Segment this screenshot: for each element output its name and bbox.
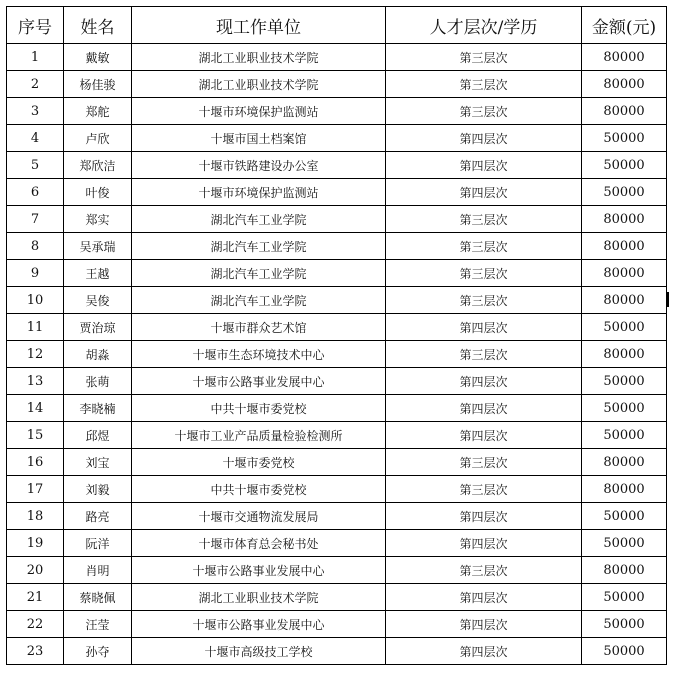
cell-workplace: 湖北工业职业技术学院 (132, 44, 386, 71)
table-row (7, 503, 667, 530)
cell-name: 肖明 (64, 557, 132, 584)
table-row (7, 44, 667, 71)
table-row (7, 341, 667, 368)
cell-name: 吴承瑞 (64, 233, 132, 260)
cell-level: 第四层次 (386, 314, 582, 341)
cell-level: 第三层次 (386, 233, 582, 260)
cell-index: 2 (7, 71, 64, 98)
cell-name: 刘宝 (64, 449, 132, 476)
cell-index: 6 (7, 179, 64, 206)
cell-index: 3 (7, 98, 64, 125)
header-name: 姓名 (64, 7, 132, 44)
header-level: 人才层次/学历 (386, 7, 582, 44)
cell-amount: 80000 (582, 260, 667, 287)
cell-index: 7 (7, 206, 64, 233)
cell-workplace: 十堰市群众艺术馆 (132, 314, 386, 341)
cell-level: 第四层次 (386, 638, 582, 665)
table-row (7, 584, 667, 611)
cell-workplace: 十堰市高级技工学校 (132, 638, 386, 665)
cell-workplace: 中共十堰市委党校 (132, 476, 386, 503)
cell-index: 4 (7, 125, 64, 152)
cell-index: 12 (7, 341, 64, 368)
cell-workplace: 十堰市环境保护监测站 (132, 98, 386, 125)
cell-index: 14 (7, 395, 64, 422)
cell-index: 16 (7, 449, 64, 476)
cell-name: 张萌 (64, 368, 132, 395)
table-row (7, 260, 667, 287)
cell-amount: 50000 (582, 179, 667, 206)
cell-index: 23 (7, 638, 64, 665)
cell-workplace: 湖北汽车工业学院 (132, 287, 386, 314)
cell-name: 阮洋 (64, 530, 132, 557)
cell-amount: 50000 (582, 422, 667, 449)
cell-workplace: 中共十堰市委党校 (132, 395, 386, 422)
table-row (7, 179, 667, 206)
cell-name: 卢欣 (64, 125, 132, 152)
cell-workplace: 十堰市体育总会秘书处 (132, 530, 386, 557)
table-row (7, 98, 667, 125)
cell-level: 第四层次 (386, 611, 582, 638)
text-cursor (667, 292, 669, 307)
cell-name: 汪莹 (64, 611, 132, 638)
cell-level: 第三层次 (386, 98, 582, 125)
cell-index: 19 (7, 530, 64, 557)
cell-amount: 80000 (582, 233, 667, 260)
cell-index: 9 (7, 260, 64, 287)
cell-amount: 50000 (582, 638, 667, 665)
cell-level: 第四层次 (386, 422, 582, 449)
cell-index: 8 (7, 233, 64, 260)
cell-amount: 50000 (582, 152, 667, 179)
table-row (7, 125, 667, 152)
cell-workplace: 湖北汽车工业学院 (132, 260, 386, 287)
table-body (7, 44, 667, 665)
header-index: 序号 (7, 7, 64, 44)
cell-amount: 80000 (582, 449, 667, 476)
document-page (6, 6, 666, 665)
cell-amount: 50000 (582, 314, 667, 341)
cell-level: 第四层次 (386, 584, 582, 611)
table-row (7, 314, 667, 341)
cell-name: 邱煜 (64, 422, 132, 449)
header-workplace: 现工作单位 (132, 7, 386, 44)
cell-amount: 80000 (582, 341, 667, 368)
table-row (7, 422, 667, 449)
cell-name: 郑欣洁 (64, 152, 132, 179)
cell-index: 11 (7, 314, 64, 341)
cell-index: 5 (7, 152, 64, 179)
cell-level: 第三层次 (386, 71, 582, 98)
cell-index: 21 (7, 584, 64, 611)
cell-workplace: 十堰市生态环境技术中心 (132, 341, 386, 368)
cell-level: 第四层次 (386, 503, 582, 530)
table-row (7, 71, 667, 98)
cell-workplace: 十堰市国土档案馆 (132, 125, 386, 152)
cell-workplace: 湖北汽车工业学院 (132, 206, 386, 233)
cell-amount: 80000 (582, 476, 667, 503)
cell-index: 13 (7, 368, 64, 395)
cell-name: 李晓楠 (64, 395, 132, 422)
cell-level: 第三层次 (386, 287, 582, 314)
cell-name: 胡淼 (64, 341, 132, 368)
table-row (7, 557, 667, 584)
cell-amount: 80000 (582, 557, 667, 584)
cell-level: 第三层次 (386, 44, 582, 71)
header-amount: 金额(元) (582, 7, 667, 44)
cell-index: 22 (7, 611, 64, 638)
cell-name: 杨佳骏 (64, 71, 132, 98)
cell-level: 第四层次 (386, 179, 582, 206)
cell-workplace: 十堰市铁路建设办公室 (132, 152, 386, 179)
table-row (7, 233, 667, 260)
cell-amount: 50000 (582, 395, 667, 422)
cell-level: 第四层次 (386, 395, 582, 422)
cell-workplace: 十堰市公路事业发展中心 (132, 557, 386, 584)
table-row (7, 476, 667, 503)
cell-name: 路亮 (64, 503, 132, 530)
table-row (7, 368, 667, 395)
cell-name: 孙夺 (64, 638, 132, 665)
cell-level: 第四层次 (386, 368, 582, 395)
cell-amount: 80000 (582, 287, 667, 314)
cell-amount: 80000 (582, 71, 667, 98)
table-header-row (7, 7, 667, 44)
cell-index: 15 (7, 422, 64, 449)
cell-amount: 50000 (582, 611, 667, 638)
cell-amount: 50000 (582, 368, 667, 395)
cell-name: 郑实 (64, 206, 132, 233)
table-row (7, 611, 667, 638)
cell-amount: 50000 (582, 503, 667, 530)
cell-name: 郑舵 (64, 98, 132, 125)
cell-name: 吴俊 (64, 287, 132, 314)
cell-index: 17 (7, 476, 64, 503)
table-row (7, 638, 667, 665)
cell-amount: 80000 (582, 98, 667, 125)
cell-amount: 50000 (582, 125, 667, 152)
cell-level: 第三层次 (386, 260, 582, 287)
cell-workplace: 十堰市公路事业发展中心 (132, 611, 386, 638)
table-row (7, 152, 667, 179)
cell-name: 贾治琼 (64, 314, 132, 341)
cell-workplace: 十堰市工业产品质量检验检测所 (132, 422, 386, 449)
cell-name: 刘毅 (64, 476, 132, 503)
cell-workplace: 十堰市交通物流发展局 (132, 503, 386, 530)
cell-index: 18 (7, 503, 64, 530)
cell-level: 第四层次 (386, 530, 582, 557)
cell-workplace: 湖北工业职业技术学院 (132, 71, 386, 98)
cell-amount: 80000 (582, 206, 667, 233)
cell-name: 戴敏 (64, 44, 132, 71)
cell-level: 第三层次 (386, 557, 582, 584)
cell-level: 第三层次 (386, 341, 582, 368)
cell-amount: 50000 (582, 530, 667, 557)
table-row (7, 206, 667, 233)
table-row (7, 530, 667, 557)
cell-name: 王越 (64, 260, 132, 287)
talent-award-table (6, 6, 667, 665)
cell-name: 叶俊 (64, 179, 132, 206)
table-row (7, 287, 667, 314)
cell-index: 10 (7, 287, 64, 314)
cell-workplace: 湖北工业职业技术学院 (132, 584, 386, 611)
cell-workplace: 十堰市委党校 (132, 449, 386, 476)
table-row (7, 395, 667, 422)
cell-workplace: 十堰市公路事业发展中心 (132, 368, 386, 395)
cell-level: 第三层次 (386, 476, 582, 503)
cell-index: 20 (7, 557, 64, 584)
cell-level: 第四层次 (386, 152, 582, 179)
cell-amount: 80000 (582, 44, 667, 71)
cell-workplace: 十堰市环境保护监测站 (132, 179, 386, 206)
cell-level: 第四层次 (386, 125, 582, 152)
cell-workplace: 湖北汽车工业学院 (132, 233, 386, 260)
cell-index: 1 (7, 44, 64, 71)
table-row (7, 449, 667, 476)
cell-name: 蔡晓佩 (64, 584, 132, 611)
cell-level: 第三层次 (386, 449, 582, 476)
cell-amount: 50000 (582, 584, 667, 611)
cell-level: 第三层次 (386, 206, 582, 233)
